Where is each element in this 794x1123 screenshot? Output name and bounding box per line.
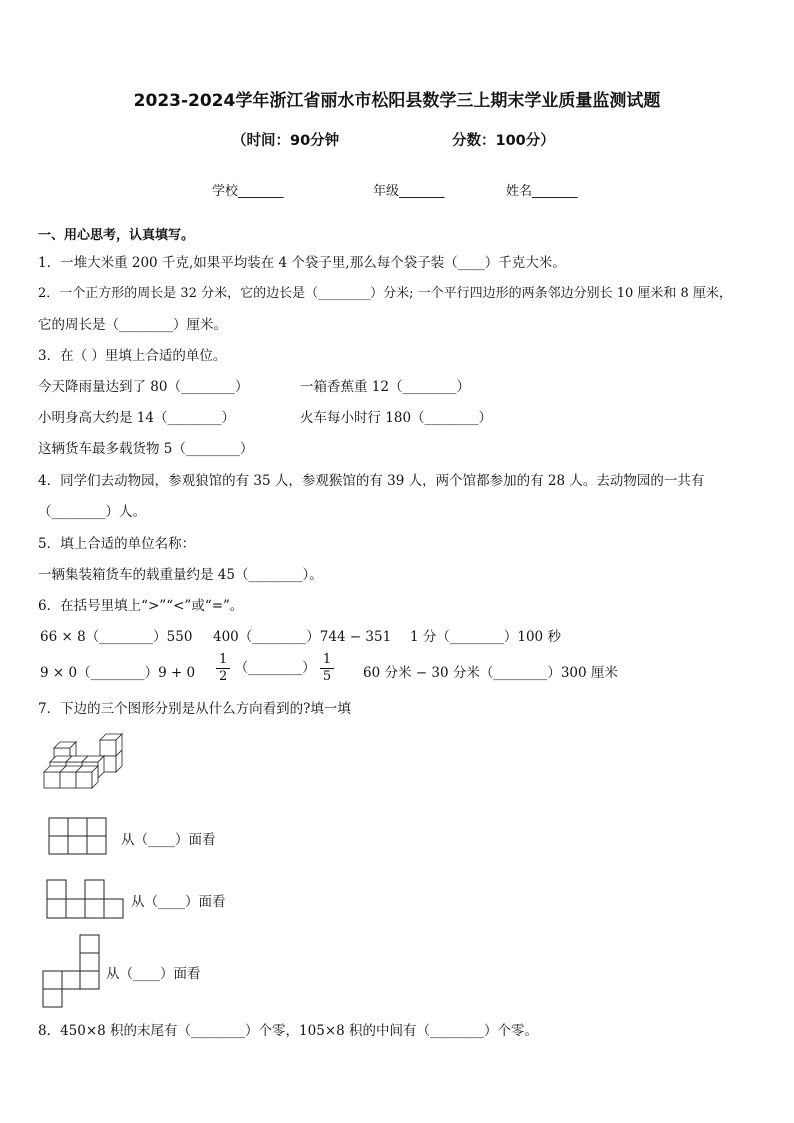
question-6-row1-b: 400（________）744 − 351: [213, 629, 392, 645]
view-2-label: 从（____）面看: [131, 894, 226, 910]
question-6-row2-a: 9 × 0（________）9 + 0: [40, 665, 196, 681]
question-6-stem: 6．在括号里填上“>”“<”或“=”。: [38, 598, 244, 614]
question-6-row2-c: 60 分米 − 30 分米（________）300 厘米: [363, 665, 618, 681]
question-3-d: 火车每小时行 180（________）: [300, 410, 493, 426]
question-2-line-2: 它的周长是（________）厘米。: [38, 317, 227, 333]
question-6-row2-b: $\frac{1}{2}$ （________） $\frac{1}{5}$: [216, 652, 334, 685]
question-8: 8．450×8 积的末尾有（________）个零，105×8 积的中间有（________）个零。: [38, 1023, 539, 1039]
question-5-line: 一辆集装箱货车的载重量约是 45（________）。: [38, 567, 323, 583]
question-3-e: 这辆货车最多载货物 5（________）: [38, 441, 254, 457]
question-2-line-1: 2．一个正方形的周长是 32 分米，它的边长是（________）分米; 一个平行四边形的两条邻边分别长 10 厘米和 8 厘米，: [38, 286, 732, 301]
name-field[interactable]: 姓名_______: [506, 184, 578, 199]
fraction-one-half: $\frac{1}{2}$: [216, 652, 230, 685]
question-3-c: 小明身高大约是 14（________）: [38, 410, 235, 426]
view-1-label: 从（____）面看: [121, 832, 216, 848]
cube-stack-figure: [40, 728, 130, 794]
question-4-line-2: （________）人。: [38, 504, 146, 520]
section-heading: 一、用心思考，认真填写。: [38, 228, 195, 243]
exam-time: （时间：90分钟: [232, 133, 340, 149]
view-1-figure: [48, 817, 108, 855]
page-title: 2023-2024学年浙江省丽水市松阳县数学三上期末学业质量监测试题: [133, 91, 661, 111]
question-3-b: 一箱香蕉重 12（________）: [300, 379, 470, 395]
view-3-label: 从（____）面看: [106, 966, 201, 982]
question-3-stem: 3．在（ ）里填上合适的单位。: [38, 348, 227, 364]
question-6-row1-a: 66 × 8（________）550: [40, 629, 193, 645]
question-5-stem: 5．填上合适的单位名称：: [38, 536, 196, 552]
question-3-a: 今天降雨量达到了 80（________）: [38, 379, 249, 395]
view-3-figure: [42, 934, 102, 1010]
question-4-line-1: 4．同学们去动物园，参观狼馆的有 35 人，参观猴馆的有 39 人，两个馆都参加的有 28 人。去动物园的一共有: [38, 473, 705, 489]
exam-score: 分数：100分）: [452, 133, 555, 149]
question-1: 1．一堆大米重 200 千克,如果平均装在 4 个袋子里,那么每个袋子装（____）千克大米。: [38, 255, 566, 271]
question-6-row1-c: 1 分（________）100 秒: [410, 629, 561, 645]
question-7-stem: 7．下边的三个图形分别是从什么方向看到的?填一填: [38, 701, 351, 717]
fraction-one-fifth: $\frac{1}{5}$: [320, 652, 334, 685]
school-field[interactable]: 学校_______: [212, 184, 284, 199]
view-2-figure: [46, 879, 124, 919]
grade-field[interactable]: 年级_______: [373, 184, 445, 199]
